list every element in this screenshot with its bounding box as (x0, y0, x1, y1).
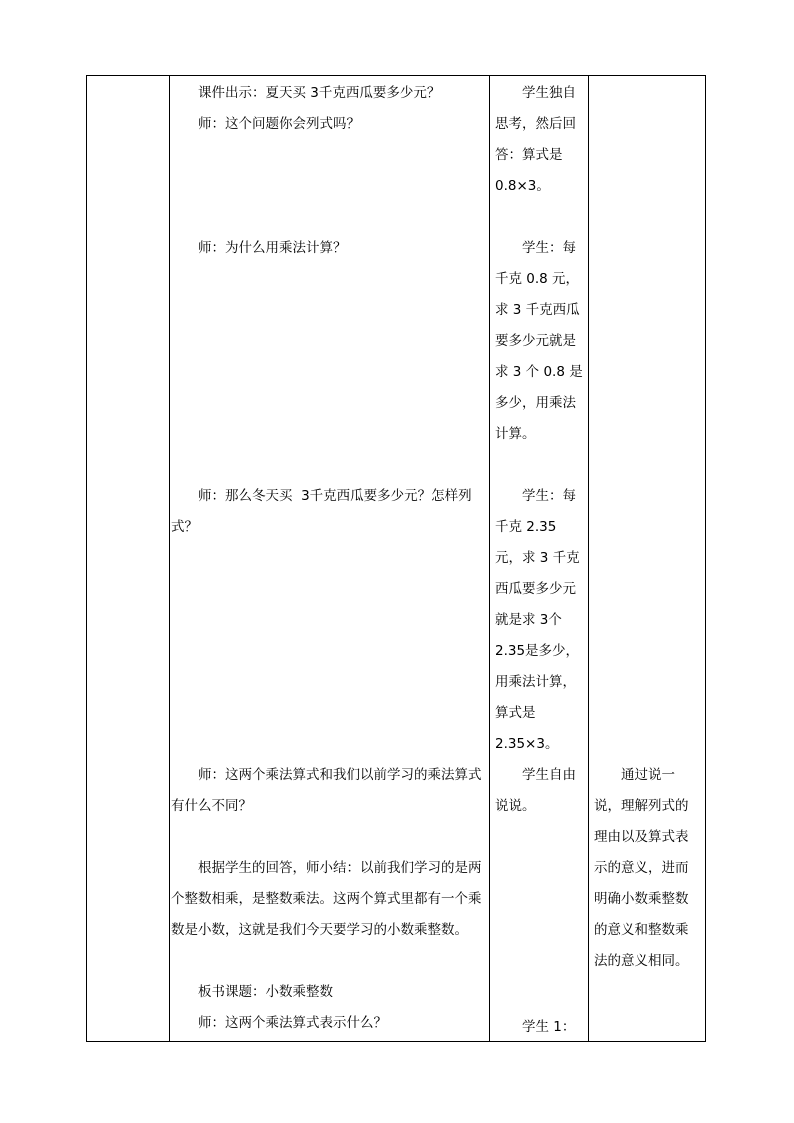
teacher-line-2: 师：这个问题你会列式吗？ (198, 116, 360, 132)
teacher-line-7: 板书课题：小数乘整数 (198, 984, 333, 1000)
teacher-line-6: 根据学生的回答，师小结：以前我们学习的是两个整数相乘，是整数乘法。这两个算式里都有一个乘数是小数，这就是我们今天要学习的小数乘整数。 (171, 860, 482, 938)
student-response-4: 学生自由说说。 (495, 767, 576, 814)
column-divider-3 (588, 76, 589, 1041)
teacher-line-3: 师：为什么用乘法计算？ (198, 240, 347, 256)
student-response-3: 学生：每千克 2.35元，求 3 千克西瓜要多少元就是求 3个 2.35是多少，用乘法计算，算式是 2.35×3。 (495, 488, 580, 752)
student-response-1: 学生独自思考，然后回答：算式是 0.8×3。 (495, 85, 576, 194)
teacher-line-1: 课件出示：夏天买 3千克西瓜要多少元？ (198, 85, 441, 101)
student-response-2: 学生：每千克 0.8 元，求 3 千克西瓜要多少元就是求 3 个 0.8 是多少，用乘法计算。 (495, 240, 583, 442)
student-response-5: 学生 1： (522, 1019, 576, 1035)
teacher-line-4: 师：那么冬天买 3千克西瓜要多少元？怎样列式？ (171, 488, 472, 535)
column-divider-1 (169, 76, 170, 1041)
teacher-line-8: 师：这两个乘法算式表示什么？ (198, 1015, 387, 1031)
design-intent-note: 通过说一说，理解列式的理由以及算式表示的意义，进而明确小数乘整数的意义和整数乘法的意义相同。 (594, 767, 689, 969)
teacher-line-5: 师：这两个乘法算式和我们以前学习的乘法算式有什么不同？ (171, 767, 482, 814)
lesson-table (86, 75, 706, 1042)
column-divider-2 (489, 76, 490, 1041)
